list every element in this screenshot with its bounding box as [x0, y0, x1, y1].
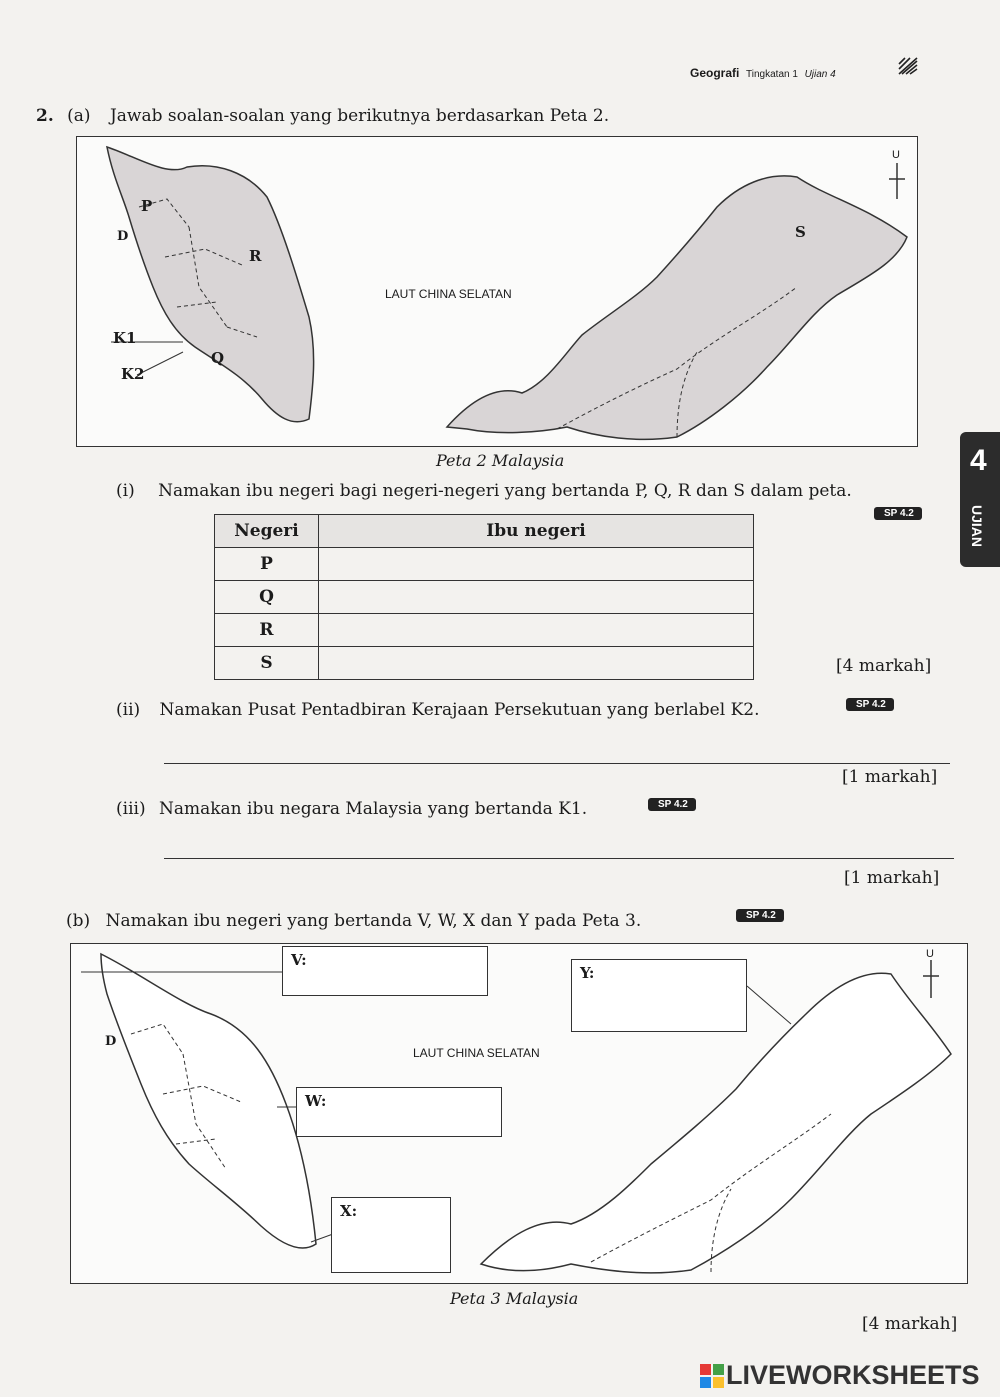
question-number: 2.: [36, 106, 54, 126]
row-state-label: S: [215, 647, 319, 680]
map-marker-r: R: [249, 247, 262, 265]
answer-cell[interactable]: [319, 581, 754, 614]
sea-label: LAUT CHINA SELATAN: [413, 1046, 540, 1060]
answer-box-v[interactable]: [282, 946, 488, 996]
sub-question-number: (ii): [116, 700, 141, 720]
map-2-caption: Peta 2 Malaysia: [436, 451, 565, 470]
table-header-ibu-negeri: Ibu negeri: [319, 515, 754, 548]
answer-table: [214, 514, 754, 680]
page-header: [690, 66, 836, 80]
marks-label: [1 markah]: [842, 767, 938, 787]
question-2a-heading: [36, 106, 609, 126]
answer-cell[interactable]: [319, 548, 754, 581]
answer-box-x[interactable]: [331, 1197, 451, 1273]
ujian-side-tab: [960, 432, 1000, 567]
marks-label: [4 markah]: [836, 656, 932, 676]
marks-label: [4 markah]: [862, 1314, 958, 1334]
answer-cell[interactable]: [319, 647, 754, 680]
question-part: (a): [67, 106, 91, 126]
north-label: U: [926, 948, 934, 960]
sub-question-text: Namakan Pusat Pentadbiran Kerajaan Persekutuan yang berlabel K2.: [159, 700, 760, 720]
north-label: U: [892, 149, 900, 161]
map-marker-p: P: [141, 197, 153, 215]
side-tab-label: UJIAN: [969, 504, 986, 548]
question-2a-ii: [116, 700, 760, 720]
marks-label: [1 markah]: [844, 868, 940, 888]
box-label-v: V:: [291, 951, 307, 969]
map-marker-d: D: [105, 1034, 117, 1049]
box-label-y: Y:: [580, 964, 595, 982]
map-2: [76, 136, 918, 447]
header-subject: Geografi: [690, 66, 740, 80]
header-form: Tingkatan 1: [746, 69, 798, 80]
sub-question-number: (iii): [116, 799, 146, 819]
sub-question-text: Namakan ibu negeri bagi negeri-negeri yang bertanda P, Q, R dan S dalam peta.: [158, 481, 852, 501]
row-state-label: P: [215, 548, 319, 581]
table-row: [215, 581, 754, 614]
sp-tag: SP 4.2: [846, 698, 894, 711]
sea-label: LAUT CHINA SELATAN: [385, 287, 512, 301]
row-state-label: Q: [215, 581, 319, 614]
question-2a-i: [116, 481, 852, 501]
header-test: Ujian 4: [804, 69, 836, 80]
sp-tag: SP 4.2: [648, 798, 696, 811]
answer-box-w[interactable]: [296, 1087, 502, 1137]
sp-tag: SP 4.2: [874, 507, 922, 520]
box-label-x: X:: [340, 1202, 358, 1220]
map-marker-q: Q: [211, 349, 225, 367]
answer-line-ii[interactable]: [164, 763, 950, 764]
map-3-caption: Peta 3 Malaysia: [450, 1289, 579, 1308]
brand-name: LIVEWORKSHEETS: [726, 1360, 980, 1390]
side-tab-number: 4: [970, 444, 987, 477]
map-marker-k1: K1: [113, 329, 137, 347]
brand-logo-icon: [700, 1364, 724, 1388]
answer-line-iii[interactable]: [164, 858, 954, 859]
table-row: [215, 548, 754, 581]
answer-box-y[interactable]: [571, 959, 747, 1032]
header-logo-icon: [898, 57, 918, 75]
box-label-w: W:: [305, 1092, 327, 1110]
map-3-drawing: [71, 944, 967, 1283]
answer-cell[interactable]: [319, 614, 754, 647]
map-3: [70, 943, 968, 1284]
question-instruction: Jawab soalan-soalan yang berikutnya berdasarkan Peta 2.: [109, 106, 610, 126]
question-2a-iii: [116, 799, 587, 819]
table-row: [215, 647, 754, 680]
table-row: [215, 614, 754, 647]
sub-question-number: (i): [116, 481, 135, 501]
question-2b: [66, 911, 641, 931]
map-marker-k2: K2: [121, 365, 145, 383]
table-header-negeri: Negeri: [215, 515, 319, 548]
question-text: Namakan ibu negeri yang bertanda V, W, X dan Y pada Peta 3.: [105, 911, 642, 931]
sp-tag: SP 4.2: [736, 909, 784, 922]
map-marker-d: D: [117, 229, 129, 244]
question-part: (b): [66, 911, 91, 931]
sub-question-text: Namakan ibu negara Malaysia yang bertanda K1.: [158, 799, 588, 819]
row-state-label: R: [215, 614, 319, 647]
map-marker-s: S: [795, 223, 806, 241]
